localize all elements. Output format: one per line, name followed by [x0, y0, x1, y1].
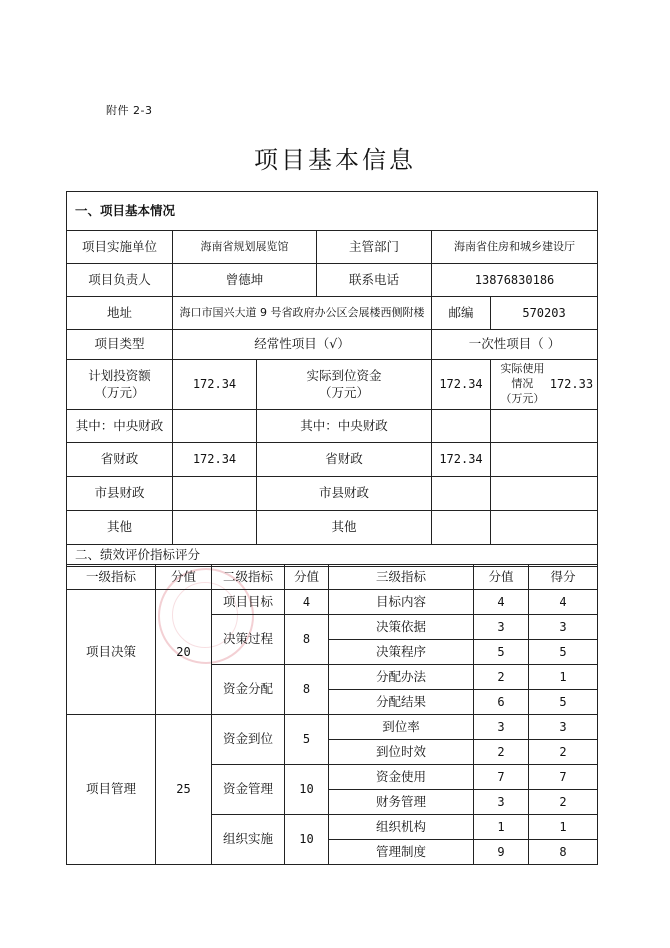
got-score: 3	[529, 715, 598, 740]
actual-label	[257, 360, 432, 410]
level1-indicator: 项目管理	[67, 715, 156, 865]
got-score: 7	[529, 765, 598, 790]
type-label: 项目类型	[67, 330, 173, 360]
leader-value: 曾德坤	[173, 264, 317, 297]
county-usage	[491, 477, 598, 511]
got-score: 5	[529, 640, 598, 665]
plan-value: 172.34	[173, 360, 257, 410]
level2-header: 二级指标	[212, 565, 285, 590]
province-value-actual: 172.34	[432, 443, 491, 477]
level2-indicator: 资金管理	[212, 765, 285, 815]
plan-label	[67, 360, 173, 410]
county-value-actual	[432, 477, 491, 511]
performance-table	[66, 564, 598, 865]
postcode-label: 邮编	[432, 297, 491, 330]
central-usage	[491, 410, 598, 443]
level2-indicator: 项目目标	[212, 590, 285, 615]
level2-score: 10	[285, 765, 329, 815]
page-title: 项目基本信息	[254, 146, 416, 174]
other-usage	[491, 511, 598, 545]
level2-score: 8	[285, 615, 329, 665]
level3-score: 1	[474, 815, 529, 840]
level3-score: 5	[474, 640, 529, 665]
type-recurring: 经常性项目（√）	[173, 330, 432, 360]
county-label-actual: 市县财政	[257, 477, 432, 511]
level3-indicator: 分配结果	[329, 690, 474, 715]
level3-score: 3	[474, 790, 529, 815]
central-label-actual: 其中：中央财政	[257, 410, 432, 443]
table-row	[67, 590, 598, 615]
level3-indicator: 分配办法	[329, 665, 474, 690]
other-value-plan	[173, 511, 257, 545]
actual-label-line2: （万元）	[318, 384, 369, 400]
level3-indicator: 管理制度	[329, 840, 474, 865]
address-value: 海口市国兴大道 9 号省政府办公区会展楼西侧附楼	[173, 297, 432, 330]
level2-indicator: 资金分配	[212, 665, 285, 715]
level3-score-header: 分值	[474, 565, 529, 590]
usage-cell	[491, 360, 598, 410]
got-score: 8	[529, 840, 598, 865]
got-score: 2	[529, 790, 598, 815]
other-label-plan: 其他	[67, 511, 173, 545]
usage-label-line2: （万元）	[500, 391, 545, 405]
actual-label-line1: 实际到位资金	[306, 367, 382, 383]
attachment-label: 附件 2-3	[106, 104, 153, 117]
province-usage	[491, 443, 598, 477]
level3-score: 7	[474, 765, 529, 790]
level3-indicator: 决策依据	[329, 615, 474, 640]
province-label-actual: 省财政	[257, 443, 432, 477]
level3-indicator: 组织机构	[329, 815, 474, 840]
usage-value: 172.33	[549, 377, 594, 392]
level2-score-header: 分值	[285, 565, 329, 590]
level3-header: 三级指标	[329, 565, 474, 590]
got-score: 1	[529, 815, 598, 840]
level3-indicator: 到位时效	[329, 740, 474, 765]
unit-value: 海南省规划展览馆	[173, 231, 317, 264]
got-score: 4	[529, 590, 598, 615]
level3-score: 4	[474, 590, 529, 615]
other-label-actual: 其他	[257, 511, 432, 545]
central-value-plan	[173, 410, 257, 443]
usage-label-line1: 实际使用情况	[500, 362, 545, 391]
basic-info-table	[66, 191, 598, 567]
section-heading-performance: 二、绩效评价指标评分	[67, 545, 598, 567]
level3-score: 9	[474, 840, 529, 865]
level3-indicator: 目标内容	[329, 590, 474, 615]
phone-label: 联系电话	[317, 264, 432, 297]
actual-value: 172.34	[432, 360, 491, 410]
got-score: 2	[529, 740, 598, 765]
phone-value: 13876830186	[432, 264, 598, 297]
level2-indicator: 资金到位	[212, 715, 285, 765]
level3-indicator: 到位率	[329, 715, 474, 740]
level1-score-header: 分值	[156, 565, 212, 590]
level2-indicator: 决策过程	[212, 615, 285, 665]
level3-score: 3	[474, 615, 529, 640]
level1-score: 25	[156, 715, 212, 865]
level2-score: 8	[285, 665, 329, 715]
plan-label-line2: （万元）	[94, 384, 145, 400]
level2-score: 10	[285, 815, 329, 865]
county-label-plan: 市县财政	[67, 477, 173, 511]
level3-score: 2	[474, 740, 529, 765]
got-score: 3	[529, 615, 598, 640]
unit-label: 项目实施单位	[67, 231, 173, 264]
section-heading-basic: 一、项目基本情况	[67, 192, 598, 231]
other-value-actual	[432, 511, 491, 545]
got-score-header: 得分	[529, 565, 598, 590]
header-row	[67, 565, 598, 590]
central-label-plan: 其中：中央财政	[67, 410, 173, 443]
province-value-plan: 172.34	[173, 443, 257, 477]
level3-score: 2	[474, 665, 529, 690]
table-row	[67, 715, 598, 740]
address-label: 地址	[67, 297, 173, 330]
type-onetime: 一次性项目（ ）	[432, 330, 598, 360]
level3-indicator: 财务管理	[329, 790, 474, 815]
level3-indicator: 决策程序	[329, 640, 474, 665]
level3-score: 3	[474, 715, 529, 740]
central-value-actual	[432, 410, 491, 443]
dept-value: 海南省住房和城乡建设厅	[432, 231, 598, 264]
dept-label: 主管部门	[317, 231, 432, 264]
got-score: 1	[529, 665, 598, 690]
level1-header: 一级指标	[67, 565, 156, 590]
level1-indicator: 项目决策	[67, 590, 156, 715]
county-value-plan	[173, 477, 257, 511]
level1-score: 20	[156, 590, 212, 715]
leader-label: 项目负责人	[67, 264, 173, 297]
usage-label	[495, 362, 550, 407]
level3-indicator: 资金使用	[329, 765, 474, 790]
got-score: 5	[529, 690, 598, 715]
plan-label-line1: 计划投资额	[88, 367, 151, 383]
level3-score: 6	[474, 690, 529, 715]
postcode-value: 570203	[491, 297, 598, 330]
level2-score: 4	[285, 590, 329, 615]
level2-indicator: 组织实施	[212, 815, 285, 865]
level2-score: 5	[285, 715, 329, 765]
province-label-plan: 省财政	[67, 443, 173, 477]
